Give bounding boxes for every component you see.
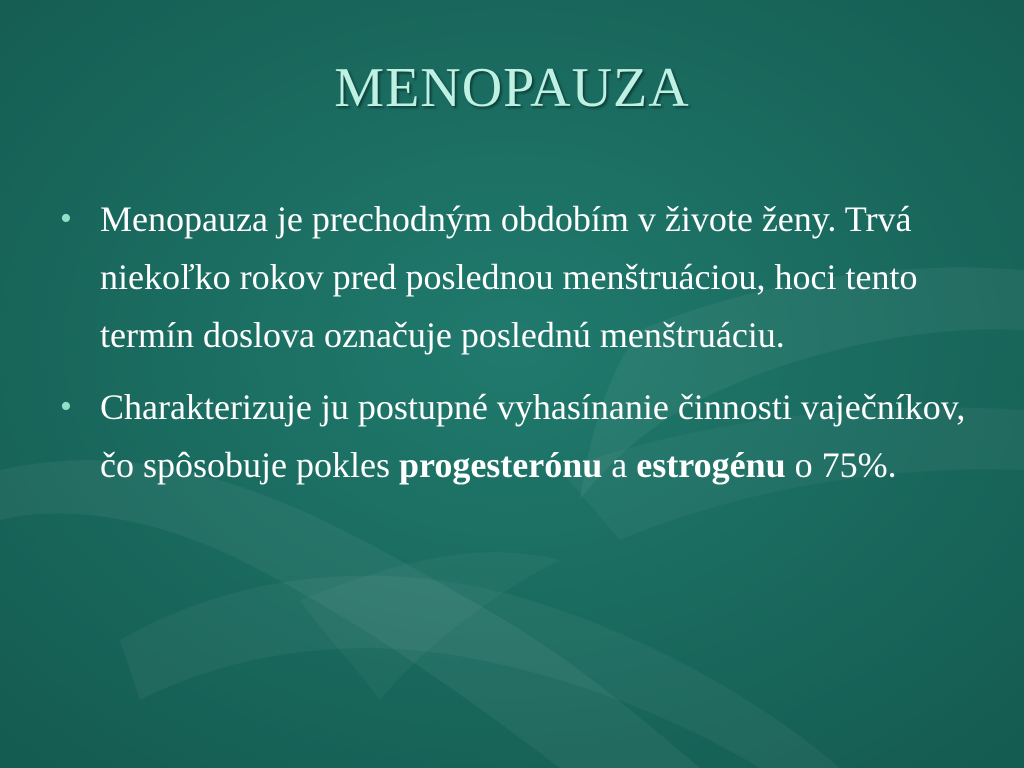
bullet-item-2 bbox=[56, 378, 966, 494]
bold-term-progesteron: progesterónu bbox=[398, 445, 603, 485]
bullet-text-2-part-3: o 75%. bbox=[785, 445, 897, 485]
bullet-list bbox=[56, 190, 966, 508]
bold-term-estrogen: estrogénu bbox=[636, 445, 786, 485]
bullet-item-1 bbox=[56, 190, 966, 364]
bullet-text-2-part-1: Charakterizuje ju postupné vyhasínanie činnosti vaječníkov, čo spôsobuje pokles bbox=[100, 387, 966, 485]
slide-title: MENOPAUZA bbox=[334, 57, 690, 119]
bullet-text-2-part-2: a bbox=[602, 445, 637, 485]
bullet-text-1: Menopauza je prechodným obdobím v živote ženy. Trvá niekoľko rokov pred poslednou menštruáciou, hoci tento termín doslova označuje poslednú menštruáciu. bbox=[100, 199, 918, 355]
bullet-icon: • bbox=[60, 388, 72, 425]
bullet-text-2 bbox=[100, 387, 965, 485]
bullet-icon: • bbox=[60, 200, 72, 237]
